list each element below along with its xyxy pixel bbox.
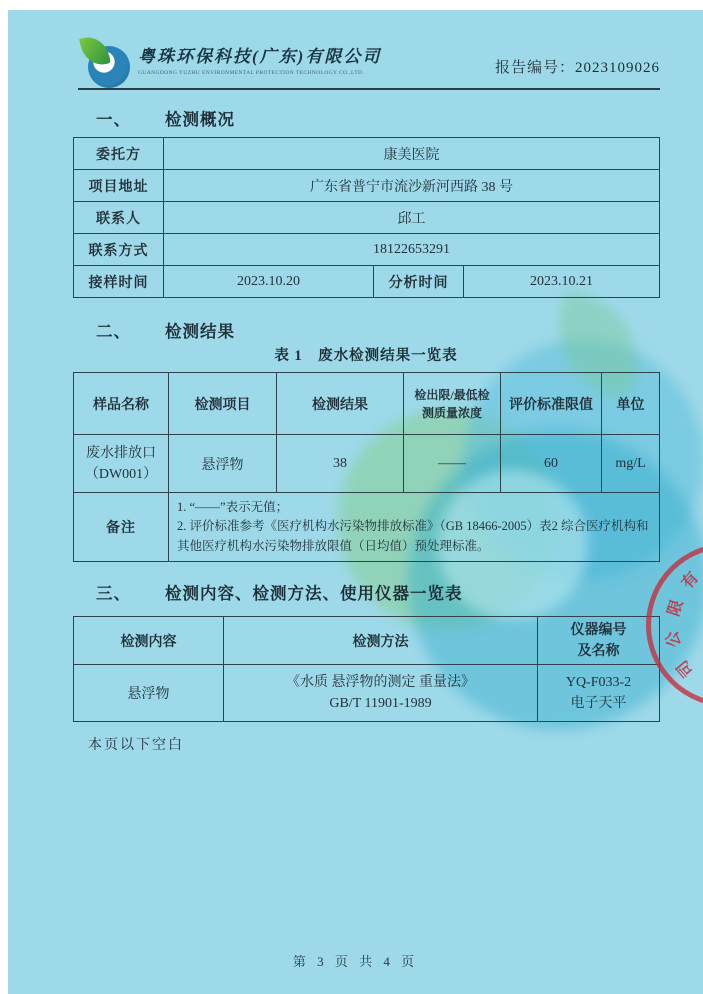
method-table <box>73 616 660 722</box>
table-row <box>74 266 660 298</box>
table-row <box>74 138 660 170</box>
instrument-line2: 电子天平 <box>570 696 627 711</box>
row-value: 2023.10.20 <box>164 266 374 298</box>
col-header-limit-line2: 测质量浓度 <box>421 405 482 420</box>
section1-number: 一、 <box>96 110 131 129</box>
report-number: 报告编号：2023109026 <box>494 60 660 76</box>
cell-content: 悬浮物 <box>74 665 224 722</box>
section1-heading <box>96 106 235 130</box>
result-table <box>73 372 660 562</box>
remark-line2: 2. 评价标准参考《医疗机构水污染物排放标准》（GB 18466-2005）表2 综合医疗机构和其他医疗机构水污染物排放限值（日均值）预处理标准。 <box>177 519 649 553</box>
row-label: 委托方 <box>74 138 164 170</box>
method-header-row <box>74 617 660 665</box>
method-line2: GB/T 11901-1989 <box>329 696 432 711</box>
table1-caption: 表 1 废水检测结果一览表 <box>274 348 458 364</box>
seal-char: 公 <box>661 629 685 650</box>
instrument-line1: YQ-F033-2 <box>565 675 632 690</box>
seal-char: 有 <box>677 567 703 593</box>
col-header-instrument <box>538 617 660 665</box>
row-label: 项目地址 <box>74 170 164 202</box>
scanned-report-page <box>8 10 703 994</box>
table-row <box>74 170 660 202</box>
col-header-limit-line1: 检出限/最低检 <box>414 387 490 402</box>
row-value: 康美医院 <box>164 138 660 170</box>
section2-title: 检测结果 <box>165 322 235 341</box>
remark-row <box>74 493 660 562</box>
col-header-result: 检测结果 <box>277 373 404 435</box>
sample-name-line1: 废水排放口 <box>86 445 156 461</box>
instrument-header-line2: 及名称 <box>577 643 620 659</box>
section2-heading <box>96 318 235 342</box>
cell-unit: mg/L <box>602 435 660 493</box>
cell-limit: —— <box>404 435 501 493</box>
row-label: 联系人 <box>74 202 164 234</box>
section3-title: 检测内容、检测方法、使用仪器一览表 <box>165 584 463 603</box>
cell-sample-name <box>74 435 169 493</box>
company-logo-icon <box>82 36 132 88</box>
overview-table <box>73 137 660 298</box>
logo-leaf-icon <box>79 34 111 69</box>
cell-item: 悬浮物 <box>169 435 277 493</box>
section1-title: 检测概况 <box>165 110 235 129</box>
method-data-row <box>74 665 660 722</box>
col-header-sample: 样品名称 <box>74 373 169 435</box>
cell-standard: 60 <box>501 435 602 493</box>
report-header <box>78 34 660 90</box>
col-header-limit <box>404 373 501 435</box>
section2-number: 二、 <box>96 322 131 341</box>
col-header-method: 检测方法 <box>224 617 538 665</box>
col-header-item: 检测项目 <box>169 373 277 435</box>
row-value: 2023.10.21 <box>464 266 660 298</box>
result-data-row <box>74 435 660 493</box>
cell-instrument <box>538 665 660 722</box>
col-header-standard: 评价标准限值 <box>501 373 602 435</box>
table-row <box>74 202 660 234</box>
result-header-row <box>74 373 660 435</box>
method-line1: 《水质 悬浮物的测定 重量法》 <box>286 675 475 690</box>
seal-char: 司 <box>672 656 698 682</box>
sample-name-line2: （DW001） <box>84 466 158 482</box>
cell-method <box>224 665 538 722</box>
row-label: 接样时间 <box>74 266 164 298</box>
row-value: 广东省普宁市流沙新河西路 38 号 <box>164 170 660 202</box>
col-header-content: 检测内容 <box>74 617 224 665</box>
company-name-en: GUANGDONG YUZHU ENVIRONMENTAL PROTECTION TECHNOLOGY CO.,LTD. <box>138 70 365 76</box>
header-divider <box>78 88 660 90</box>
remark-label: 备注 <box>74 493 169 562</box>
row-label: 分析时间 <box>374 266 464 298</box>
blank-below-note: 本页以下空白 <box>88 738 184 753</box>
table-row <box>74 234 660 266</box>
company-block <box>138 42 381 76</box>
page-number: 第 3 页 共 4 页 <box>292 954 419 969</box>
remark-content <box>169 493 660 562</box>
row-label: 联系方式 <box>74 234 164 266</box>
seal-char: 限 <box>663 597 687 619</box>
row-value: 18122653291 <box>164 234 660 266</box>
section3-number: 三、 <box>96 584 131 603</box>
row-value: 邱工 <box>164 202 660 234</box>
section3-heading <box>96 580 463 604</box>
instrument-header-line1: 仪器编号 <box>570 622 627 638</box>
company-name: 粤珠环保科技(广东)有限公司 <box>138 47 382 66</box>
col-header-unit: 单位 <box>602 373 660 435</box>
cell-result: 38 <box>277 435 404 493</box>
remark-line1: 1. “——”表示无值； <box>177 500 289 514</box>
